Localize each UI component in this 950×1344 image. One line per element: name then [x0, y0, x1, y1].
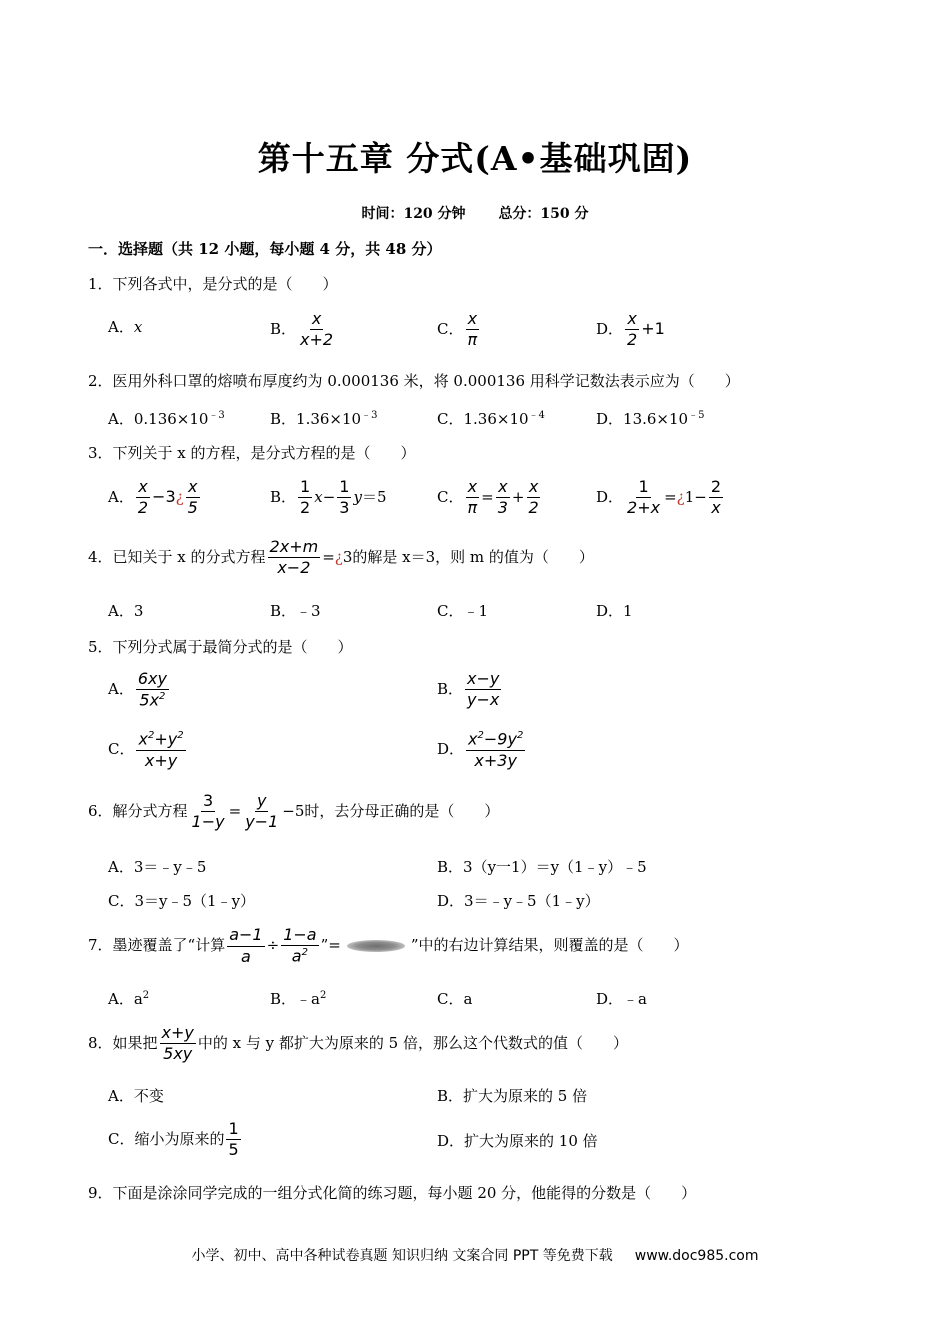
q7-option-a: A．$a^2$: [108, 990, 150, 1008]
q4-option-b: B．﹣3: [270, 602, 321, 620]
q8-option-a: A．不变: [108, 1087, 164, 1105]
q1-option-b: B． $\frac{x}{x+2}$: [270, 309, 334, 350]
q8-option-b: B．扩大为原来的 5 倍: [437, 1087, 588, 1105]
q5-option-c: C． $\frac{x^2+y^2}{x+y}$: [108, 729, 184, 770]
q2-option-c: C．$1.36\times 10^{﹣4}$: [437, 410, 545, 428]
q2-option-a: A．$0.136\times 10^{﹣3}$: [108, 410, 225, 428]
q7-option-b: B．$﹣a^2$: [270, 990, 327, 1008]
question-5: 5．下列分式属于最简分式的是（ ）: [88, 638, 353, 656]
q1-option-a: A．x: [108, 318, 143, 336]
q8-option-d: D．扩大为原来的 10 倍: [437, 1132, 598, 1150]
q4-option-c: C．﹣1: [437, 602, 489, 620]
q8-option-c: C．缩小为原来的 $\frac{1}{5}$: [108, 1119, 239, 1160]
q5-option-b: B． $\frac{x-y}{y-x}$: [437, 669, 500, 710]
time-limit: 时间：120 分钟: [361, 206, 466, 222]
q6-option-d: D．3＝﹣y﹣5（1﹣y）: [437, 892, 600, 910]
q6-option-a: A．3＝﹣y﹣5: [108, 858, 207, 876]
question-3: 3．下列关于 x 的方程，是分式方程的是（ ）: [88, 444, 416, 462]
total-score: 总分：150 分: [498, 206, 589, 222]
q6-option-c: C．3＝y﹣5（1﹣y）: [108, 892, 256, 910]
q1-option-c: C． $\frac{x}{\pi}$: [437, 309, 478, 350]
question-8: 8．如果把 $\frac{x+y}{5xy}$ 中的 x 与 y 都扩大为原来的 5 倍，那么这个代数式的值（ ）: [88, 1023, 628, 1064]
footer: [0, 1245, 950, 1265]
question-7: 7．墨迹覆盖了“计算 $\frac{a-1}{a}$ ÷ $\frac{1-a}{a^2}$ ”= ”中的右边计算结果，则覆盖的是（ ）: [88, 925, 689, 966]
question-9: 9．下面是涂涂同学完成的一组分式化简的练习题，每小题 20 分，他能得的分数是（ ）: [88, 1184, 697, 1202]
q2-option-b: B．$1.36\times 10^{﹣3}$: [270, 410, 378, 428]
section-heading: 一．选择题（共 12 小题，每小题 4 分，共 48 分）: [88, 240, 442, 258]
ink-blot: [347, 940, 405, 952]
q7-option-d: D．﹣a: [596, 990, 647, 1008]
q4-option-d: D．1: [596, 602, 633, 620]
q3-option-d: D． $\frac{1}{2+x}$ =¿1− $\frac{2}{x}$: [596, 477, 722, 518]
footer-text: 小学、初中、高中各种试卷真题 知识归纳 文案合同 PPT 等免费下载: [191, 1248, 613, 1264]
q5-option-d: D． $\frac{x^2-9y^2}{x+3y}$: [437, 729, 524, 770]
exam-meta: [0, 203, 950, 223]
question-4: 4．已知关于 x 的分式方程 $\frac{2x+m}{x-2}$ =¿3的解是 x＝3，则 m 的值为（ ）: [88, 537, 594, 578]
q5-option-a: A． $\frac{6xy}{5x^2}$: [108, 669, 167, 710]
page-title: 第十五章 分式(A•基础巩固): [257, 139, 693, 178]
q3-option-a: A． $\frac{x}{2}$ −3¿ $\frac{x}{5}$: [108, 477, 198, 518]
q7-option-c: C．a: [437, 990, 473, 1008]
question-1: 1．下列各式中，是分式的是（ ）: [88, 275, 338, 293]
q6-option-b: B．3（y一1）＝y（1﹣y）﹣5: [437, 858, 647, 876]
q1-option-d: D． $\frac{x}{2}$ +1: [596, 309, 665, 350]
question-6: 6．解分式方程 $\frac{3}{1-y}$ = $\frac{y}{y-1}$ −5时，去分母正确的是（ ）: [88, 791, 500, 832]
q3-option-b: B． $\frac{1}{2}$ x− $\frac{1}{3}$ y＝5: [270, 477, 387, 518]
q3-option-c: C． $\frac{x}{\pi}$ = $\frac{x}{3}$ + $\frac{x}{2}$: [437, 477, 539, 518]
q2-option-d: D．$13.6\times 10^{﹣5}$: [596, 410, 705, 428]
q4-option-a: A．3: [108, 602, 144, 620]
footer-site: www.doc985.com: [634, 1248, 759, 1264]
question-2: 2．医用外科口罩的熔喷布厚度约为 0.000136 米，将 0.000136 用科学记数法表示应为（ ）: [88, 372, 740, 390]
